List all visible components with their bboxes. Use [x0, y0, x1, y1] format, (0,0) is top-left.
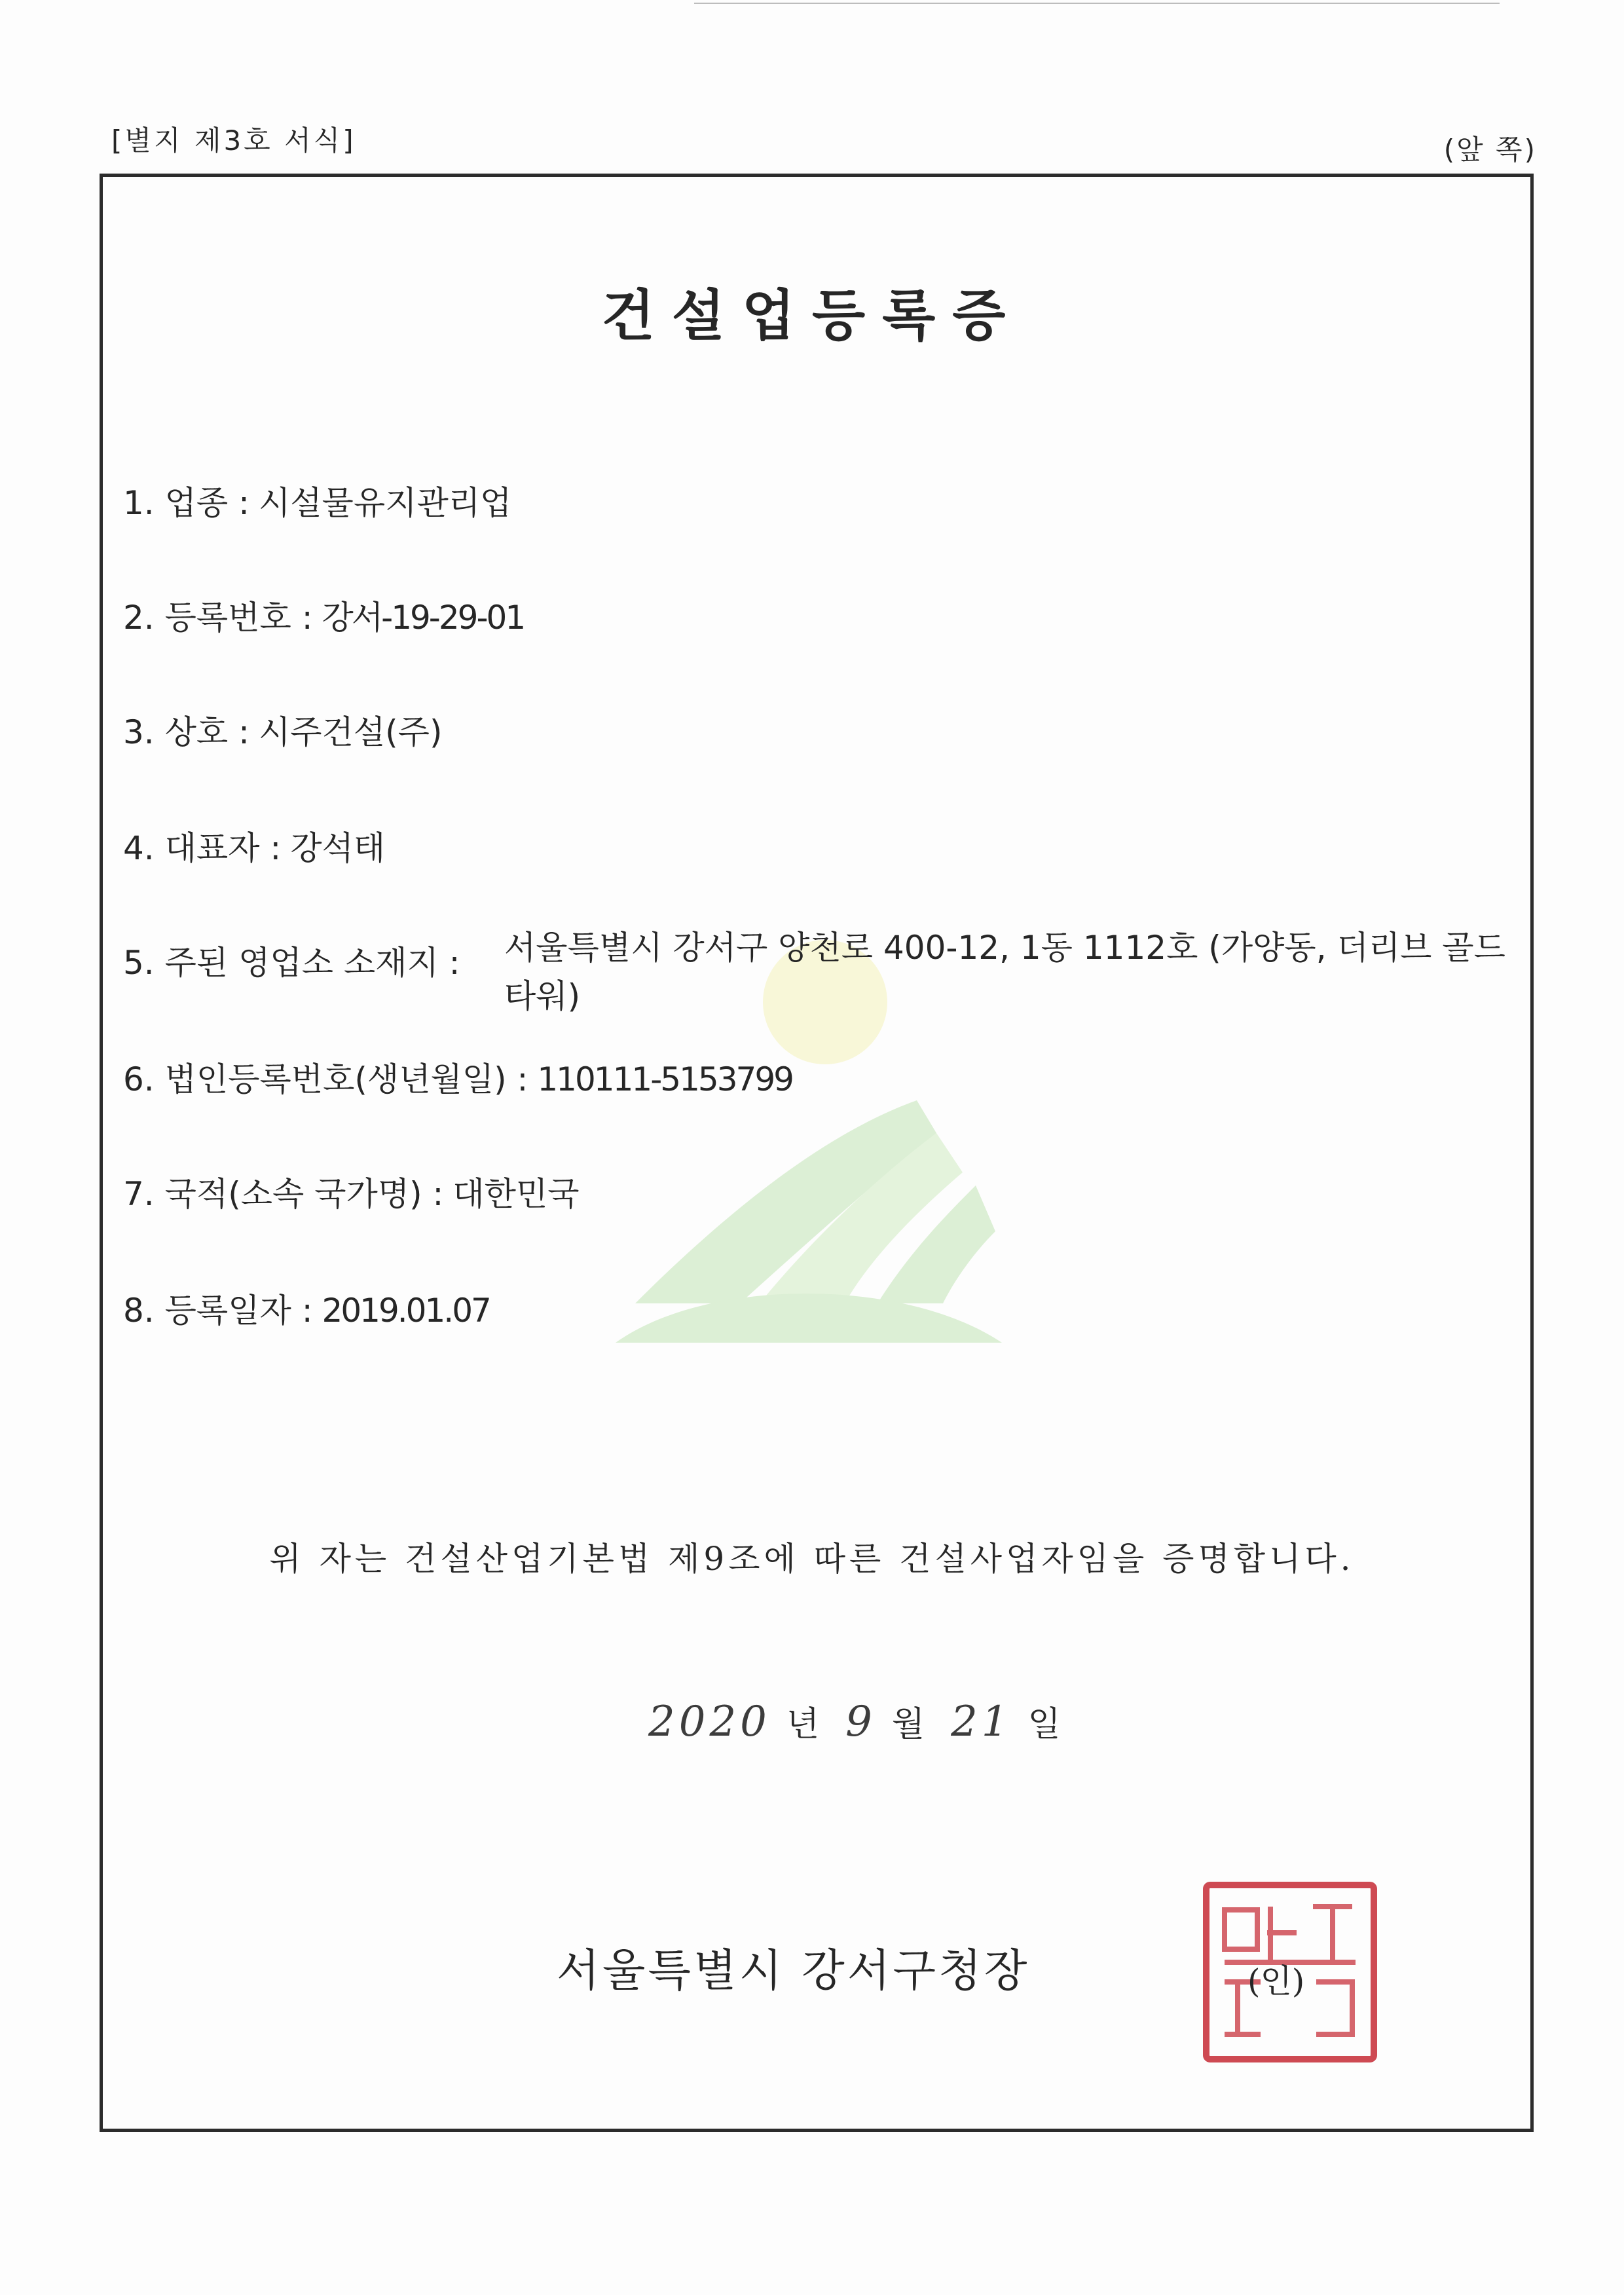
field-corporate-registration-number: [123, 1058, 792, 1101]
month-unit: 월: [891, 1705, 925, 1744]
issue-year: 2020: [648, 1698, 771, 1746]
field-value: 강서-19-29-01: [322, 599, 525, 637]
day-unit: 일: [1027, 1705, 1061, 1744]
field-nationality: [123, 1172, 580, 1216]
field-label: 7. 국적(소속 국가명) :: [123, 1175, 444, 1213]
field-label: 2. 등록번호 :: [123, 599, 313, 637]
field-business-type: [123, 481, 511, 525]
field-label: 3. 상호 :: [123, 713, 249, 751]
field-company-name: [123, 711, 442, 754]
field-value: 강석태: [290, 829, 386, 867]
field-label: 6. 법인등록번호(생년월일) :: [123, 1060, 528, 1098]
field-value: 2019.01.07: [322, 1292, 490, 1330]
page-side-label: (앞 쪽): [1443, 134, 1537, 166]
issue-date: [648, 1696, 1087, 1746]
issue-day: 21: [951, 1698, 1012, 1746]
field-representative: [123, 827, 385, 870]
field-office-address-value: 서울특별시 강서구 양천로 400-12, 1동 1112호 (가양동, 더리브 골드타워): [504, 929, 1505, 1015]
field-label: 4. 대표자 :: [123, 829, 282, 867]
field-registration-number: [123, 596, 524, 639]
field-value: 시설물유지관리업: [258, 484, 512, 522]
document-title: 건설업등록증: [601, 283, 1023, 348]
field-label: 1. 업종 :: [123, 484, 249, 522]
scan-artifact-top: [694, 3, 1500, 4]
issue-month: 9: [845, 1698, 876, 1746]
certification-statement: 위 자는 건설산업기본법 제9조에 따른 건설사업자임을 증명합니다.: [269, 1540, 1355, 1578]
field-value: 대한민국: [452, 1175, 580, 1213]
field-registration-date: [123, 1289, 490, 1332]
field-value: 시주건설(주): [258, 713, 443, 751]
issuer-name: 서울특별시 강서구청장: [557, 1945, 1030, 1997]
year-unit: 년: [786, 1705, 820, 1744]
field-label: 8. 등록일자 :: [123, 1292, 313, 1330]
form-number-label: [별지 제3호 서식]: [111, 124, 356, 157]
field-value: 110111-5153799: [537, 1060, 792, 1098]
field-office-address-label: 5. 주된 영업소 소재지 :: [123, 944, 460, 982]
seal-mark: (인): [1247, 1962, 1305, 2000]
